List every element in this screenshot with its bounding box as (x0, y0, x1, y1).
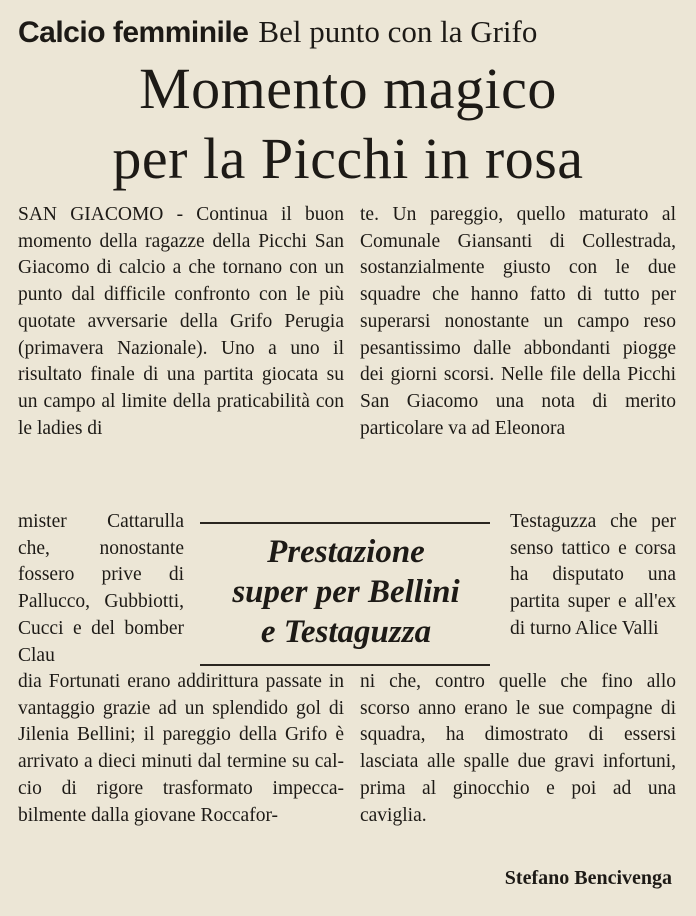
article-column-right-bottom: ni che, contro quelle che fino allo scorso anno erano le sue compagne di squadra, ha dimostrato di essersi lasciata alle spalle due gravi infortuni, prima al ginocchio e poi ad una caviglia. (360, 671, 676, 826)
pullquote-line-2: super per Bellini (232, 574, 460, 610)
headline-line-1: Momento magico (139, 56, 557, 121)
section-label: Calcio femminile (18, 16, 249, 49)
article-column-left: SAN GIACOMO - Continua il buon momento della ragazze della Picchi San Giacomo di calcio a che tornano con un punto dal difficile confronto con le più quotate avversarie della Grifo Perugia (primavera Nazionale). Uno a uno il risultato finale di una partita giocata su un campo al limite della praticabilità con le ladies di (18, 204, 344, 439)
article-column-right: te. Un pareggio, quello maturato al Comunale Giansanti di Collestrada, sostanzialmente giusto con le due squadre che hanno fatto di tutto per superarsi nonostante un campo reso pesantissimo dalle abbondanti piogge dei giorni scorsi. Nelle file della Picchi San Giacomo una nota di merito particolare va ad Eleonora (360, 204, 676, 439)
article-column-left-narrow: mister Cattarulla che, nonostante fossero prive di Pallucco, Gubbiotti, Cucci e del bomber Clau (18, 511, 184, 666)
pullquote-line-3: e Testaguzza (260, 614, 432, 650)
byline: Stefano Bencivenga (504, 867, 672, 889)
headline (0, 54, 696, 194)
headline-line-2: per la Picchi in rosa (112, 126, 584, 191)
kicker (18, 10, 683, 60)
pullquote (196, 532, 496, 652)
article-column-left-bottom: dia Fortunati erano addirittura passate in vantaggio grazie ad un splendido gol di Jilenia Bellini; il pareggio della Grifo è arrivato a dieci minuti dal termine su calcio di rigore trasformato impeccabilmente dalla giovane Roccafor- (18, 671, 344, 826)
pullquote-rule-top (200, 522, 490, 524)
kicker-subtitle: Bel punto con la Grifo (258, 14, 538, 49)
article-column-right-narrow: Testaguzza che per senso tattico e corsa ha disputato una partita super e all'ex di turno Alice Valli (510, 511, 676, 639)
pullquote-line-1: Prestazione (267, 534, 425, 570)
pullquote-rule-bottom (200, 664, 490, 666)
